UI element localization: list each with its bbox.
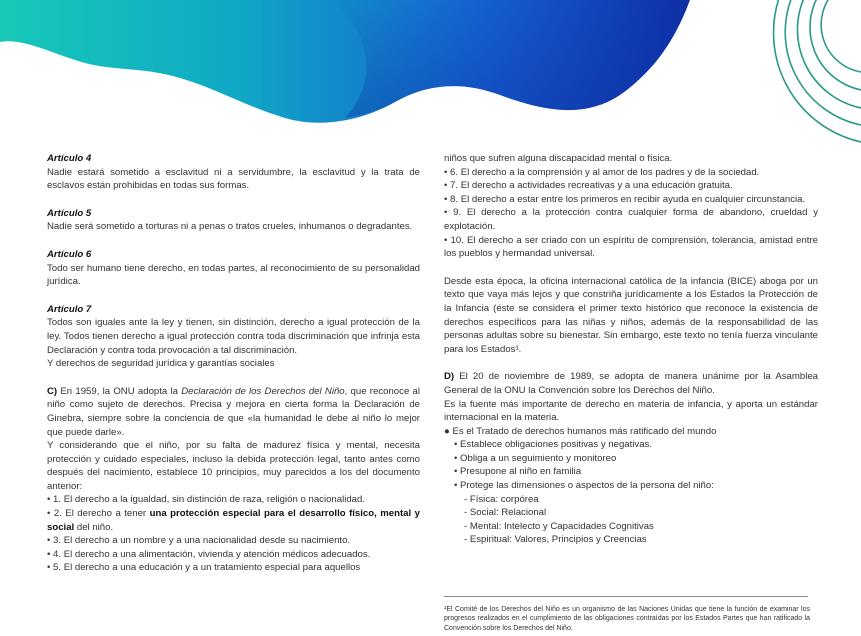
list-item: • Obliga a un seguimiento y monitoreo (454, 452, 617, 464)
list-item: • Protege las dimensiones o aspectos de la persona del niño: (454, 480, 714, 492)
principle-5-continued: niños que sufren alguna discapacidad mental o física. (444, 153, 673, 164)
list-item: - Física: corpórea (464, 493, 539, 505)
principle-7: • 7. El derecho a actividades recreativas y a una educación gratuita. (444, 180, 733, 192)
wave-shade (330, 0, 690, 118)
right-column (444, 152, 818, 547)
article-4-title: Artículo 4 (47, 153, 92, 164)
article-5-text: Nadie será sometido a torturas ni a penas o tratos crueles, inhumanos o degradantes. (47, 221, 413, 233)
principle-3: • 3. El derecho a un nombre y a una nacionalidad desde su nacimiento. (47, 535, 351, 547)
section-c-label: C) (47, 385, 58, 397)
section-c-paragraph (47, 385, 420, 439)
article-4-text: Nadie estará sometido a esclavitud ni a servidumbre, la esclavitud y la trata de esclavos están prohibidas en todas sus formas. (47, 166, 420, 192)
principle-10: • 10. El derecho a ser criado con un espíritu de comprensión, tolerancia, amistad entre los pueblos y hermandad universal. (444, 234, 818, 260)
list-item: • Establece obligaciones positivas y negativas. (454, 439, 653, 451)
principle-8: • 8. El derecho a estar entre los primeros en recibir ayuda en cualquier circunstancia. (444, 193, 806, 205)
list-item: • Presupone al niño en familia (454, 466, 582, 478)
section-c-paragraph-2: Y considerando que el niño, por su falta de madurez física y mental, necesita protección y cuidado especiales, incluso la debida protección legal, tanto antes como después del nacimiento, establece 10 principios, muy parecidos a los del documento anterior: (47, 440, 420, 492)
footnote: ¹El Comité de los Derechos del Niño es un organismo de las Naciones Unidas que tiene la función de examinar los progresos realizados en el cumplimiento de las obligaciones contraídas por los Estados Partes que han ratificado la Convención sobre los Derechos del Niño. (444, 606, 810, 632)
list-item: - Social: Relacional (464, 507, 547, 519)
section-d-paragraph (444, 370, 818, 397)
principle-2-bold: una protección especial para el desarrollo físico, mental y social (47, 508, 420, 533)
section-d-text: El 20 de noviembre de 1989, se adopta de manera unánime por la Asamblea General de la ONU la Convención sobre los Derechos del Niño. (444, 371, 819, 396)
principle-6: • 6. El derecho a la comprensión y al amor de los padres y de la sociedad. (444, 166, 760, 178)
principle-9: • 9. El derecho a la protección contra cualquier forma de abandono, crueldad y explotación. (444, 207, 818, 232)
list-item: ● Es el Tratado de derechos humanos más ratificado del mundo (444, 425, 717, 437)
footnote-divider (444, 596, 808, 597)
article-5-title: Artículo 5 (47, 207, 92, 219)
list-item: - Mental: Intelecto y Capacidades Cognitivas (464, 520, 654, 532)
section-c-text-a: En 1959, la ONU adopta la (60, 385, 182, 397)
left-column (47, 152, 420, 575)
principle-2-b: del niño. (74, 521, 114, 533)
header-wave-decoration (0, 0, 861, 150)
concentric-arcs-decoration (774, 0, 861, 142)
principle-1: • 1. El derecho a la igualdad, sin distinción de raza, religión o nacionalidad. (47, 494, 366, 506)
article-6-title: Artículo 6 (47, 248, 92, 260)
article-6-text: Todo ser humano tiene derecho, en todas partes, al reconocimiento de su personalidad jurídica. (47, 262, 420, 288)
principle-4: • 4. El derecho a una alimentación, vivienda y atención médicos adecuados. (47, 548, 371, 560)
list-item: - Espiritual: Valores, Principios y Creencias (464, 534, 647, 546)
derechos-line: Y derechos de seguridad jurídica y garantías sociales (47, 358, 275, 370)
bice-paragraph: Desde esta época, la oficina internacional católica de la infancia (BICE) aboga por un texto que vaya más lejos y que constriña jurídicamente a los Estados la Protección de la Infancia (éste se considera el primer texto histórico que reconoce la existencia de derechos específicos para las niñas y niños, además de la responsabilidad de las personas adultas sobre su bienestar. Sin embargo, este texto no tenía fuerza vinculante para los Estados¹. (444, 275, 818, 355)
article-7-title: Artículo 7 (47, 303, 92, 315)
declaration-title: Declaración de los Derechos del Niño (181, 385, 345, 397)
section-c-text-b: , que reconoce al niño como sujeto de derechos. Precisa y mejora en cierta forma la Declaración de Ginebra, siempre sobre la conciencia de que «la humanidad le debe al niño lo mejor que puede darle». (47, 385, 420, 438)
article-7-text: Todos son iguales ante la ley y tienen, sin distinción, derecho a igual protección de la ley. Todos tienen derecho a igual protección contra toda discriminación que infrinja esta Declaración y contra toda provocación a tal discriminación. (47, 317, 420, 356)
section-d-label: D) (444, 371, 455, 383)
section-d-paragraph-2: Es la fuente más importante de derecho en materia de infancia, y aporta un estándar internacional en la materia. (444, 398, 818, 424)
convention-features-list (444, 425, 818, 547)
principle-2 (47, 507, 420, 534)
principle-5: • 5. El derecho a una educación y a un tratamiento especial para aquellos (47, 562, 361, 574)
principle-2-a: • 2. El derecho a tener (47, 508, 150, 520)
